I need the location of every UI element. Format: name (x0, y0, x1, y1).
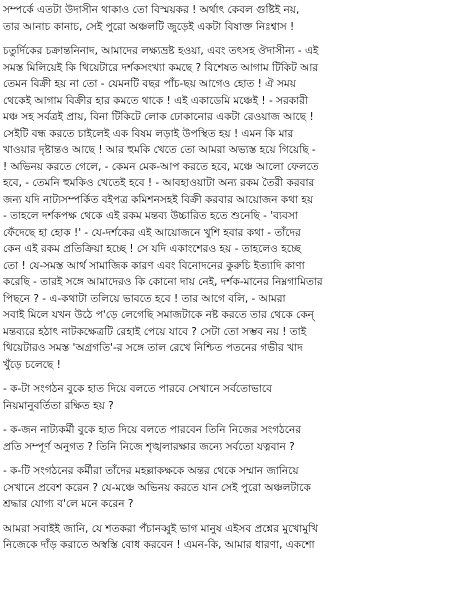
text-line: আমরা সবাইই জানি, যে শতকরা পঁচানব্বুই ভাগ মানুষ এইসব প্রশ্নের মুখোমুখি (3, 522, 319, 535)
text-line: নিজেকে দাঁড় করাতে অস্বস্তি বোধ করবেন ! এমন-কি, আমার ধারণা, একশো (3, 539, 315, 551)
text-line: প্রতি সম্পূর্ণ অনুগত ? তিনি নিজে শৃঙ্খলারক্ষার জন্যে সর্বতো যত্নবান ? (3, 440, 295, 453)
text-line: তো ! যে-সমস্ত আর্থ সামাজিক কারণ এবং বিনোদনের কুরুচি ইত্যাদি কাণা (3, 259, 305, 272)
text-line: চতুর্দিকের চক্রান্তনিনাদ, আমাদের লক্ষ্যভ্রষ্ট হওয়া, এবং তৎসহ ঔদাসীন্য - এই (3, 45, 319, 57)
paragraph-closing (3, 521, 454, 554)
text-line: নিয়মানুবর্তিতা রক্ষিত হয় ? (3, 399, 114, 412)
text-line: শ্রদ্ধার যোগ্য ব'লে মনে করেন ? (3, 498, 134, 510)
paragraph-intro (3, 2, 454, 35)
text-line: সবাই মিলে যখন উঠে প'ড়ে লেগেছি সমাজটাকে নষ্ট করতে তার থেকে কেন্ (3, 309, 314, 321)
text-line: খুঁড়ে চলেছে ! (3, 358, 61, 371)
text-line: ফেঁদেছে হা হোক !' - যে-দর্শকের এই আয়োজনে খুশি হবার কথা - তাঁদের (3, 226, 301, 239)
question-loyalty (3, 422, 454, 455)
text-line: জন্য যদি নাট্যসম্পর্কিত বইপত্র কমিশনসহই বিক্রী করবার আয়োজন কথা হয় (3, 193, 314, 206)
text-line: করেছি - তারই সঙ্গে আমাদেরও কি কোনো দায় নেই, দর্শক-মানের নিম্নগামিতার (3, 276, 323, 288)
text-line: মন্তব্যরে হঠাৎ নাটকক্ষেত্রটি রেহাই পেয়ে যাবে ? সেটা তো সম্ভব নয় ! তাই (3, 325, 307, 338)
text-line: সেখানে প্রবেশ করেন ? যে-মঞ্চে অভিনয় করতে যান সেই পুরো অঞ্চলটাকে (3, 481, 311, 494)
text-line: মঞ্চ সহ সর্বত্রই প্রায়, বিনা টিকিটে লোক ঢোকানোর একটা রেওয়াজ আছে ! (3, 111, 314, 123)
text-line: হবে, - তেমনি হুমকিও খেতেই হবে ! - আবহাওয়াটা অন্য রকম তৈরী করবার (3, 177, 315, 189)
text-line: - তাহলে দর্শকপক্ষ থেকে এই রকম মন্তব্য উচ্চারিত হতে শুনেছি - 'ব্যবসা (3, 210, 298, 222)
text-line: সম্পর্কে এতটা উদাসীন থাকাও তো বিস্ময়কর ! অর্থাৎ কেবল গুষ্টিই নয়, (3, 4, 300, 16)
text-line: - ক-টা সংগঠন বুকে হাত দিয়ে বলতে পারবে সেখানে সর্বতোভাবে (3, 383, 272, 395)
text-line: তেমন বিক্রী হয় না তো - যেমনটি বছর পাঁচ-ছয় আগেও হোত ! ঐ সময় (3, 78, 296, 90)
text-line: থেকেই আগাম বিক্রীর হার কমতে থাকে ! এই একাডেমি মঞ্চেই ! - সরকারী (3, 94, 308, 107)
text-line: পিছনে ? - এ-কথাটা তলিয়ে ভাবতে হবে ! তার আগে বলি, - আমরা (3, 292, 286, 305)
text-line: - ক-জন নাট্যকর্মী বুকে হাত দিয়ে বলতে পারবেন তিনি নিজের সংগঠনের (3, 424, 302, 436)
text-line: তার আনাচ কানাচ, সেই পুরো অঞ্চলটি জুড়েই একটা বিষাক্ত নিঃশ্বাস ! (3, 20, 295, 33)
text-line: খাওয়ার দৃষ্টান্তও আছে ! আর হুমকি খেতে তো আমরা অভ্যস্ত হয়ে গিয়েছি - (3, 144, 316, 156)
question-respect (3, 463, 454, 513)
text-line: সেইটি বন্ধ করতে চাইলেই এক বিষম লড়াই উপস্থিত হয় ! এমন কি মার (3, 127, 294, 140)
text-line: - ক-টি সংগঠনের কর্মীরা তাঁদের মহল্লাকক্ষকে অন্তর থেকে সম্মান জানিয়ে (3, 465, 299, 477)
text-line: সমস্ত মিলিয়েই কি থিয়েটারে দর্শকসংখ্যা কমছে ? বিশেষত আগাম টিকিট আর (3, 61, 319, 74)
question-discipline (3, 381, 454, 414)
text-line: ! অভিনয় করতে গেলে, - কেমন মেক-আপ করতে হবে, মঞ্চে আলো ফেলতে (3, 160, 319, 173)
paragraph-main (3, 43, 454, 373)
text-line: থিয়েটারও সমস্ত 'অগ্রগতি'-র সঙ্গে তাল রেখে নিশ্চিত পতনের গভীর খাদ (3, 342, 303, 354)
text-line: কেন এই রকম প্রতিক্রিয়া হচ্ছে ! সে যদি একাংশেরও হয় - তাহলেও হচ্ছে (3, 243, 301, 255)
